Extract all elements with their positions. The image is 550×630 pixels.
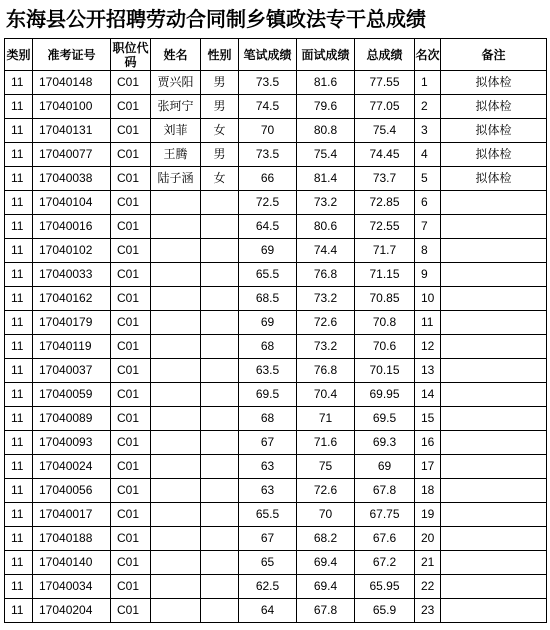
table-row xyxy=(5,575,547,599)
cell-interview-score: 70.4 xyxy=(297,383,355,407)
col-header-total-score: 总成绩 xyxy=(355,39,415,71)
cell-interview-score: 68.2 xyxy=(297,527,355,551)
table-row xyxy=(5,359,547,383)
cell-written-score: 63.5 xyxy=(239,359,297,383)
cell-category: 11 xyxy=(5,95,33,119)
cell-exam-id: 17040104 xyxy=(33,191,111,215)
cell-rank: 5 xyxy=(415,167,441,191)
cell-name: 陆子涵 xyxy=(151,167,201,191)
cell-total-score: 75.4 xyxy=(355,119,415,143)
cell-position-code: C01 xyxy=(111,263,151,287)
cell-written-score: 67 xyxy=(239,431,297,455)
cell-total-score: 67.75 xyxy=(355,503,415,527)
cell-exam-id: 17040037 xyxy=(33,359,111,383)
col-header-note: 备注 xyxy=(441,39,547,71)
cell-rank: 15 xyxy=(415,407,441,431)
cell-gender xyxy=(201,479,239,503)
cell-rank: 16 xyxy=(415,431,441,455)
cell-category: 11 xyxy=(5,503,33,527)
cell-exam-id: 17040017 xyxy=(33,503,111,527)
cell-position-code: C01 xyxy=(111,71,151,95)
cell-name: 王腾 xyxy=(151,143,201,167)
cell-total-score: 71.15 xyxy=(355,263,415,287)
cell-exam-id: 17040033 xyxy=(33,263,111,287)
cell-rank: 6 xyxy=(415,191,441,215)
cell-total-score: 65.95 xyxy=(355,575,415,599)
cell-total-score: 74.45 xyxy=(355,143,415,167)
cell-rank: 12 xyxy=(415,335,441,359)
cell-category: 11 xyxy=(5,119,33,143)
cell-note xyxy=(441,551,547,575)
cell-gender xyxy=(201,311,239,335)
cell-category: 11 xyxy=(5,551,33,575)
cell-gender xyxy=(201,455,239,479)
cell-note: 拟体检 xyxy=(441,167,547,191)
cell-rank: 14 xyxy=(415,383,441,407)
cell-name xyxy=(151,599,201,623)
cell-rank: 3 xyxy=(415,119,441,143)
cell-interview-score: 75 xyxy=(297,455,355,479)
cell-gender xyxy=(201,527,239,551)
cell-category: 11 xyxy=(5,383,33,407)
table-row xyxy=(5,407,547,431)
cell-rank: 21 xyxy=(415,551,441,575)
cell-rank: 22 xyxy=(415,575,441,599)
cell-category: 11 xyxy=(5,239,33,263)
cell-total-score: 67.6 xyxy=(355,527,415,551)
cell-category: 11 xyxy=(5,359,33,383)
table-row xyxy=(5,479,547,503)
cell-name xyxy=(151,503,201,527)
cell-note xyxy=(441,407,547,431)
cell-name xyxy=(151,551,201,575)
table-row xyxy=(5,143,547,167)
cell-note xyxy=(441,215,547,239)
cell-interview-score: 71.6 xyxy=(297,431,355,455)
cell-interview-score: 69.4 xyxy=(297,575,355,599)
cell-interview-score: 80.6 xyxy=(297,215,355,239)
col-header-written-score: 笔试成绩 xyxy=(239,39,297,71)
cell-name xyxy=(151,239,201,263)
cell-written-score: 69.5 xyxy=(239,383,297,407)
table-row xyxy=(5,215,547,239)
cell-note xyxy=(441,287,547,311)
table-body xyxy=(5,71,547,623)
cell-gender xyxy=(201,599,239,623)
cell-gender xyxy=(201,287,239,311)
cell-gender xyxy=(201,359,239,383)
col-header-gender: 性别 xyxy=(201,39,239,71)
cell-position-code: C01 xyxy=(111,431,151,455)
cell-exam-id: 17040140 xyxy=(33,551,111,575)
cell-name: 贾兴阳 xyxy=(151,71,201,95)
table-row xyxy=(5,239,547,263)
cell-interview-score: 72.6 xyxy=(297,311,355,335)
cell-note: 拟体检 xyxy=(441,95,547,119)
cell-position-code: C01 xyxy=(111,95,151,119)
cell-written-score: 64 xyxy=(239,599,297,623)
cell-category: 11 xyxy=(5,479,33,503)
cell-exam-id: 17040179 xyxy=(33,311,111,335)
cell-position-code: C01 xyxy=(111,455,151,479)
cell-name xyxy=(151,311,201,335)
cell-written-score: 74.5 xyxy=(239,95,297,119)
cell-exam-id: 17040034 xyxy=(33,575,111,599)
cell-rank: 8 xyxy=(415,239,441,263)
table-row xyxy=(5,119,547,143)
cell-rank: 7 xyxy=(415,215,441,239)
cell-rank: 19 xyxy=(415,503,441,527)
cell-note xyxy=(441,503,547,527)
cell-interview-score: 73.2 xyxy=(297,335,355,359)
cell-interview-score: 81.4 xyxy=(297,167,355,191)
cell-written-score: 68.5 xyxy=(239,287,297,311)
cell-rank: 17 xyxy=(415,455,441,479)
table-row xyxy=(5,335,547,359)
cell-category: 11 xyxy=(5,143,33,167)
cell-written-score: 68 xyxy=(239,407,297,431)
cell-gender: 女 xyxy=(201,167,239,191)
cell-gender xyxy=(201,431,239,455)
cell-exam-id: 17040077 xyxy=(33,143,111,167)
cell-position-code: C01 xyxy=(111,191,151,215)
cell-note xyxy=(441,335,547,359)
cell-note xyxy=(441,527,547,551)
cell-total-score: 72.85 xyxy=(355,191,415,215)
cell-total-score: 70.15 xyxy=(355,359,415,383)
cell-category: 11 xyxy=(5,599,33,623)
cell-category: 11 xyxy=(5,71,33,95)
cell-name xyxy=(151,359,201,383)
cell-written-score: 72.5 xyxy=(239,191,297,215)
cell-gender xyxy=(201,503,239,527)
cell-note xyxy=(441,599,547,623)
table-row xyxy=(5,551,547,575)
cell-note xyxy=(441,383,547,407)
cell-written-score: 64.5 xyxy=(239,215,297,239)
cell-position-code: C01 xyxy=(111,527,151,551)
cell-position-code: C01 xyxy=(111,551,151,575)
table-row xyxy=(5,455,547,479)
cell-rank: 10 xyxy=(415,287,441,311)
cell-interview-score: 76.8 xyxy=(297,359,355,383)
cell-category: 11 xyxy=(5,167,33,191)
col-header-rank: 名次 xyxy=(415,39,441,71)
cell-written-score: 73.5 xyxy=(239,71,297,95)
cell-rank: 1 xyxy=(415,71,441,95)
cell-total-score: 77.55 xyxy=(355,71,415,95)
cell-gender xyxy=(201,215,239,239)
cell-total-score: 65.9 xyxy=(355,599,415,623)
col-header-interview-score: 面试成绩 xyxy=(297,39,355,71)
cell-exam-id: 17040188 xyxy=(33,527,111,551)
cell-written-score: 62.5 xyxy=(239,575,297,599)
cell-interview-score: 80.8 xyxy=(297,119,355,143)
cell-note: 拟体检 xyxy=(441,71,547,95)
cell-interview-score: 75.4 xyxy=(297,143,355,167)
cell-total-score: 71.7 xyxy=(355,239,415,263)
cell-written-score: 65 xyxy=(239,551,297,575)
table-row xyxy=(5,167,547,191)
cell-total-score: 69.3 xyxy=(355,431,415,455)
cell-note xyxy=(441,239,547,263)
cell-category: 11 xyxy=(5,191,33,215)
cell-gender xyxy=(201,407,239,431)
cell-name xyxy=(151,383,201,407)
cell-rank: 2 xyxy=(415,95,441,119)
cell-category: 11 xyxy=(5,263,33,287)
cell-gender: 男 xyxy=(201,143,239,167)
cell-written-score: 73.5 xyxy=(239,143,297,167)
cell-written-score: 63 xyxy=(239,479,297,503)
table-row xyxy=(5,431,547,455)
cell-gender xyxy=(201,383,239,407)
cell-written-score: 69 xyxy=(239,239,297,263)
cell-interview-score: 67.8 xyxy=(297,599,355,623)
table-row xyxy=(5,71,547,95)
table-row xyxy=(5,599,547,623)
cell-gender xyxy=(201,191,239,215)
cell-position-code: C01 xyxy=(111,215,151,239)
cell-written-score: 65.5 xyxy=(239,263,297,287)
cell-name xyxy=(151,215,201,239)
cell-position-code: C01 xyxy=(111,503,151,527)
col-header-exam-id: 准考证号 xyxy=(33,39,111,71)
cell-total-score: 73.7 xyxy=(355,167,415,191)
cell-gender xyxy=(201,263,239,287)
cell-written-score: 63 xyxy=(239,455,297,479)
cell-note xyxy=(441,263,547,287)
table-row xyxy=(5,287,547,311)
header-row xyxy=(5,39,547,71)
cell-position-code: C01 xyxy=(111,167,151,191)
cell-rank: 13 xyxy=(415,359,441,383)
cell-total-score: 69.5 xyxy=(355,407,415,431)
cell-exam-id: 17040016 xyxy=(33,215,111,239)
cell-exam-id: 17040148 xyxy=(33,71,111,95)
cell-rank: 18 xyxy=(415,479,441,503)
cell-name xyxy=(151,263,201,287)
cell-name xyxy=(151,407,201,431)
cell-exam-id: 17040024 xyxy=(33,455,111,479)
cell-gender: 男 xyxy=(201,71,239,95)
cell-name xyxy=(151,431,201,455)
cell-name xyxy=(151,479,201,503)
cell-written-score: 65.5 xyxy=(239,503,297,527)
cell-position-code: C01 xyxy=(111,335,151,359)
cell-name: 刘菲 xyxy=(151,119,201,143)
table-row xyxy=(5,191,547,215)
cell-total-score: 70.6 xyxy=(355,335,415,359)
cell-name xyxy=(151,191,201,215)
cell-note xyxy=(441,455,547,479)
cell-rank: 11 xyxy=(415,311,441,335)
cell-category: 11 xyxy=(5,311,33,335)
cell-note: 拟体检 xyxy=(441,119,547,143)
cell-note xyxy=(441,191,547,215)
cell-gender: 男 xyxy=(201,95,239,119)
cell-total-score: 69.95 xyxy=(355,383,415,407)
cell-gender xyxy=(201,335,239,359)
cell-position-code: C01 xyxy=(111,119,151,143)
cell-note xyxy=(441,479,547,503)
cell-rank: 9 xyxy=(415,263,441,287)
cell-interview-score: 79.6 xyxy=(297,95,355,119)
cell-exam-id: 17040204 xyxy=(33,599,111,623)
table-row xyxy=(5,527,547,551)
table-row xyxy=(5,311,547,335)
cell-position-code: C01 xyxy=(111,599,151,623)
cell-category: 11 xyxy=(5,215,33,239)
cell-position-code: C01 xyxy=(111,407,151,431)
cell-gender: 女 xyxy=(201,119,239,143)
cell-category: 11 xyxy=(5,527,33,551)
cell-position-code: C01 xyxy=(111,359,151,383)
cell-interview-score: 73.2 xyxy=(297,191,355,215)
cell-category: 11 xyxy=(5,575,33,599)
cell-exam-id: 17040119 xyxy=(33,335,111,359)
page-title: 东海县公开招聘劳动合同制乡镇政法专干总成绩 xyxy=(6,7,426,31)
cell-total-score: 72.55 xyxy=(355,215,415,239)
cell-written-score: 70 xyxy=(239,119,297,143)
cell-name xyxy=(151,455,201,479)
cell-exam-id: 17040162 xyxy=(33,287,111,311)
cell-note xyxy=(441,311,547,335)
cell-exam-id: 17040056 xyxy=(33,479,111,503)
results-table xyxy=(4,38,547,623)
cell-total-score: 70.85 xyxy=(355,287,415,311)
cell-written-score: 68 xyxy=(239,335,297,359)
cell-name xyxy=(151,287,201,311)
cell-position-code: C01 xyxy=(111,239,151,263)
cell-exam-id: 17040093 xyxy=(33,431,111,455)
table-row xyxy=(5,383,547,407)
cell-written-score: 69 xyxy=(239,311,297,335)
cell-total-score: 77.05 xyxy=(355,95,415,119)
cell-total-score: 67.2 xyxy=(355,551,415,575)
cell-total-score: 70.8 xyxy=(355,311,415,335)
cell-total-score: 67.8 xyxy=(355,479,415,503)
cell-note xyxy=(441,359,547,383)
cell-rank: 23 xyxy=(415,599,441,623)
cell-category: 11 xyxy=(5,407,33,431)
cell-gender xyxy=(201,575,239,599)
cell-interview-score: 71 xyxy=(297,407,355,431)
cell-total-score: 69 xyxy=(355,455,415,479)
cell-name xyxy=(151,575,201,599)
cell-position-code: C01 xyxy=(111,311,151,335)
cell-position-code: C01 xyxy=(111,479,151,503)
cell-position-code: C01 xyxy=(111,383,151,407)
cell-interview-score: 73.2 xyxy=(297,287,355,311)
cell-category: 11 xyxy=(5,455,33,479)
col-header-category: 类别 xyxy=(5,39,33,71)
cell-exam-id: 17040131 xyxy=(33,119,111,143)
cell-note: 拟体检 xyxy=(441,143,547,167)
cell-gender xyxy=(201,551,239,575)
cell-note xyxy=(441,575,547,599)
cell-category: 11 xyxy=(5,431,33,455)
cell-interview-score: 70 xyxy=(297,503,355,527)
cell-category: 11 xyxy=(5,335,33,359)
col-header-name: 姓名 xyxy=(151,39,201,71)
table-row xyxy=(5,503,547,527)
cell-exam-id: 17040102 xyxy=(33,239,111,263)
cell-written-score: 66 xyxy=(239,167,297,191)
cell-position-code: C01 xyxy=(111,287,151,311)
cell-category: 11 xyxy=(5,287,33,311)
cell-rank: 4 xyxy=(415,143,441,167)
cell-exam-id: 17040059 xyxy=(33,383,111,407)
cell-note xyxy=(441,431,547,455)
cell-interview-score: 76.8 xyxy=(297,263,355,287)
cell-name: 张珂宁 xyxy=(151,95,201,119)
cell-interview-score: 69.4 xyxy=(297,551,355,575)
cell-name xyxy=(151,527,201,551)
cell-interview-score: 81.6 xyxy=(297,71,355,95)
table-row xyxy=(5,95,547,119)
cell-interview-score: 74.4 xyxy=(297,239,355,263)
cell-interview-score: 72.6 xyxy=(297,479,355,503)
cell-rank: 20 xyxy=(415,527,441,551)
table-row xyxy=(5,263,547,287)
cell-name xyxy=(151,335,201,359)
col-header-position-code: 职位代码 xyxy=(112,40,149,69)
cell-gender xyxy=(201,239,239,263)
cell-written-score: 67 xyxy=(239,527,297,551)
cell-position-code: C01 xyxy=(111,575,151,599)
cell-exam-id: 17040038 xyxy=(33,167,111,191)
cell-position-code: C01 xyxy=(111,143,151,167)
cell-exam-id: 17040089 xyxy=(33,407,111,431)
cell-exam-id: 17040100 xyxy=(33,95,111,119)
